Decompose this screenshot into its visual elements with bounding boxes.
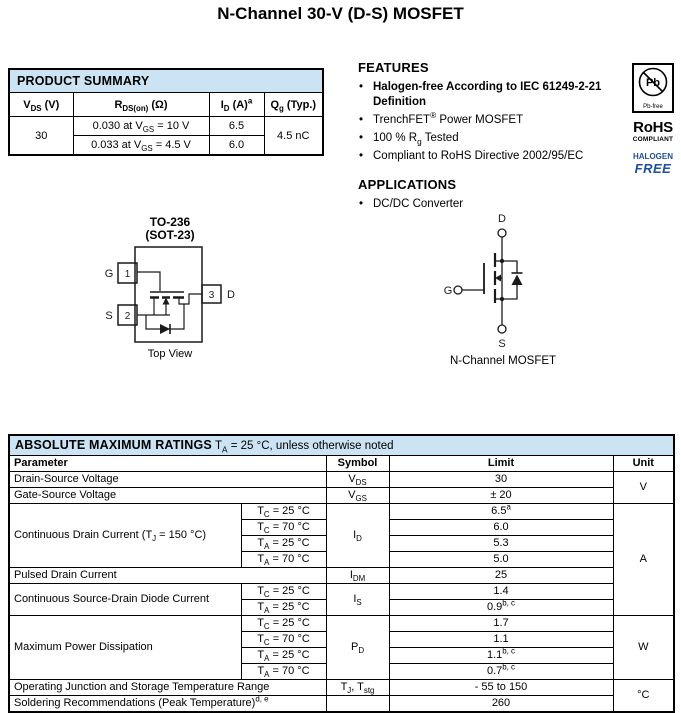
package-caption: Top View (147, 348, 193, 360)
col-header-vds: $V_{DS}$ (V) (9, 93, 73, 117)
feature-item (359, 131, 626, 146)
limit-cell: 1.1$^{b, c}$ (389, 648, 613, 664)
pin1-number: 1 (124, 269, 131, 280)
drain-label: D (498, 213, 506, 225)
mosfet-schematic-symbol (440, 205, 585, 353)
pb-free-icon (632, 63, 674, 113)
compliance-badges (626, 63, 680, 175)
unit-cell: A (613, 504, 674, 616)
feature-text: Compliant to RoHS Directive 2002/95/EC (373, 150, 584, 162)
limit-cell: ± 20 (389, 488, 613, 504)
source-label: S (498, 338, 506, 350)
table-row (9, 117, 323, 136)
product-summary-table (8, 68, 324, 156)
schematic-caption: N-Channel MOSFET (449, 355, 557, 367)
source-terminal (498, 325, 506, 333)
package-title (128, 216, 212, 242)
feature-item (359, 80, 626, 110)
condition-cell: $T_C = 25$ °C (241, 504, 326, 520)
gate-label: G (443, 285, 453, 297)
table-row (9, 584, 674, 600)
parameter-cell: Gate-Source Voltage (9, 488, 326, 504)
parameter-cell: Pulsed Drain Current (9, 568, 326, 584)
condition-cell: $T_A = 25$ °C (241, 536, 326, 552)
condition-cell: $T_A = 70$ °C (241, 664, 326, 680)
body-diode-symbol (512, 275, 523, 286)
condition-cell: $T_C = 25$ °C (241, 616, 326, 632)
gate-terminal (454, 286, 462, 294)
bullet-marker: • (359, 150, 364, 162)
unit-cell: W (613, 616, 674, 680)
symbol-cell: $I_D$ (326, 504, 389, 568)
table-row (9, 504, 674, 520)
rohs-label: RoHS (633, 119, 673, 136)
limit-cell: - 55 to 150 (389, 680, 613, 696)
feature-item (359, 149, 626, 164)
vds-value: 30 (9, 117, 73, 156)
parameter-cell: Continuous Drain Current ($T_J = 150$ °C) (9, 504, 241, 568)
limit-cell: 1.7 (389, 616, 613, 632)
parameter-cell: Drain-Source Voltage (9, 472, 326, 488)
product-summary-title: PRODUCT SUMMARY (9, 69, 323, 93)
limit-cell: 6.5$^a$ (389, 504, 613, 520)
bullet-marker: • (359, 198, 364, 210)
feature-text: 100 % $R_g$ Tested (373, 132, 459, 147)
package-name: TO-236 (149, 215, 191, 229)
feature-text: Halogen-free According to IEC 61249-2-21 Definition (373, 81, 602, 108)
page-title: N-Channel 30-V (D-S) MOSFET (217, 4, 464, 23)
symbol-cell (326, 696, 389, 713)
table-row (9, 616, 674, 632)
table-row (9, 680, 674, 696)
symbol-cell: $I_{DM}$ (326, 568, 389, 584)
pin2-number: 2 (124, 311, 131, 322)
symbol-cell: $V_{GS}$ (326, 488, 389, 504)
amr-title-bar (9, 435, 674, 456)
limit-cell: 5.0 (389, 552, 613, 568)
condition-cell: $T_C = 25$ °C (241, 584, 326, 600)
condition-cell: $T_A = 70$ °C (241, 552, 326, 568)
drain-label: D (227, 289, 235, 301)
condition-cell: $T_C = 70$ °C (241, 632, 326, 648)
package-alt-name: (SOT-23) (145, 228, 195, 242)
pb-crossed-icon (636, 65, 670, 101)
applications-heading: APPLICATIONS (358, 177, 457, 192)
table-row (9, 568, 674, 584)
source-label: S (105, 310, 113, 322)
pin3-number: 3 (208, 290, 215, 301)
feature-item (359, 113, 626, 128)
gate-label: G (104, 268, 114, 280)
symbol-cell: $T_J$, $T_{stg}$ (326, 680, 389, 696)
table-row (9, 488, 674, 504)
product-summary-header-row (9, 93, 323, 117)
limit-cell: 6.0 (389, 520, 613, 536)
features-section (358, 60, 626, 215)
amr-header-row (9, 456, 674, 472)
junction-dot (500, 259, 504, 263)
parameter-cell: Maximum Power Dissipation (9, 616, 241, 680)
condition-cell: $T_A = 25$ °C (241, 648, 326, 664)
qg-value: 4.5 nC (264, 117, 323, 156)
amr-title: ABSOLUTE MAXIMUM RATINGS (15, 437, 212, 452)
condition-cell: $T_A = 25$ °C (241, 600, 326, 616)
limit-cell: 1.4 (389, 584, 613, 600)
rdson-value: 0.030 at $V_{GS} = 10$ V (73, 117, 209, 136)
col-header-unit: Unit (613, 456, 674, 472)
symbol-cell: $I_S$ (326, 584, 389, 616)
amr-subtitle: $T_A = 25$ °C, unless otherwise noted (214, 439, 394, 455)
bullet-marker: • (359, 114, 364, 126)
condition-cell: $T_C = 70$ °C (241, 520, 326, 536)
internal-mosfet-trace (137, 272, 202, 334)
col-header-limit: Limit (389, 456, 613, 472)
features-heading: FEATURES (358, 60, 429, 75)
limit-cell: 0.9$^{b, c}$ (389, 600, 613, 616)
parameter-cell: Soldering Recommendations (Peak Temperature)$^{d, e}$ (9, 696, 326, 713)
drain-terminal (498, 229, 506, 237)
limit-cell: 1.1 (389, 632, 613, 648)
rdson-value: 0.033 at $V_{GS} = 4.5$ V (73, 136, 209, 156)
table-row (9, 472, 674, 488)
bullet-marker: • (359, 81, 364, 93)
limit-cell: 5.3 (389, 536, 613, 552)
symbol-cell: $P_D$ (326, 616, 389, 680)
id-value: 6.0 (209, 136, 264, 156)
unit-cell: V (613, 472, 674, 504)
col-header-qg: $Q_g$ (Typ.) (264, 93, 323, 117)
parameter-cell: Operating Junction and Storage Temperature Range (9, 680, 326, 696)
rohs-compliant-label: COMPLIANT (632, 136, 674, 143)
bullet-marker: • (359, 132, 364, 144)
symbol-cell: $V_{DS}$ (326, 472, 389, 488)
col-header-symbol: Symbol (326, 456, 389, 472)
diode-symbol (160, 324, 170, 334)
pb-text: Pb (645, 77, 661, 89)
parameter-cell: Continuous Source-Drain Diode Current (9, 584, 241, 616)
junction-dot (500, 297, 504, 301)
col-header-rdson: $R_{DS(on)}$ (Ω) (73, 93, 209, 117)
limit-cell: 260 (389, 696, 613, 713)
absolute-maximum-ratings-table (8, 434, 675, 713)
unit-cell: °C (613, 680, 674, 713)
halogen-label: HALOGEN (633, 151, 673, 161)
id-value: 6.5 (209, 117, 264, 136)
pb-free-label: Pb-free (643, 104, 663, 110)
col-header-id: $I_D$ $(A)^a$ (209, 93, 264, 117)
limit-cell: 0.7$^{b, c}$ (389, 664, 613, 680)
halogen-free-label: FREE (634, 160, 672, 176)
application-text: DC/DC Converter (373, 198, 464, 210)
limit-cell: 30 (389, 472, 613, 488)
table-row (9, 696, 674, 713)
col-header-parameter: Parameter (9, 456, 326, 472)
package-top-view-diagram (100, 244, 240, 348)
limit-cell: 25 (389, 568, 613, 584)
feature-text: TrenchFET® Power MOSFET (373, 111, 524, 126)
